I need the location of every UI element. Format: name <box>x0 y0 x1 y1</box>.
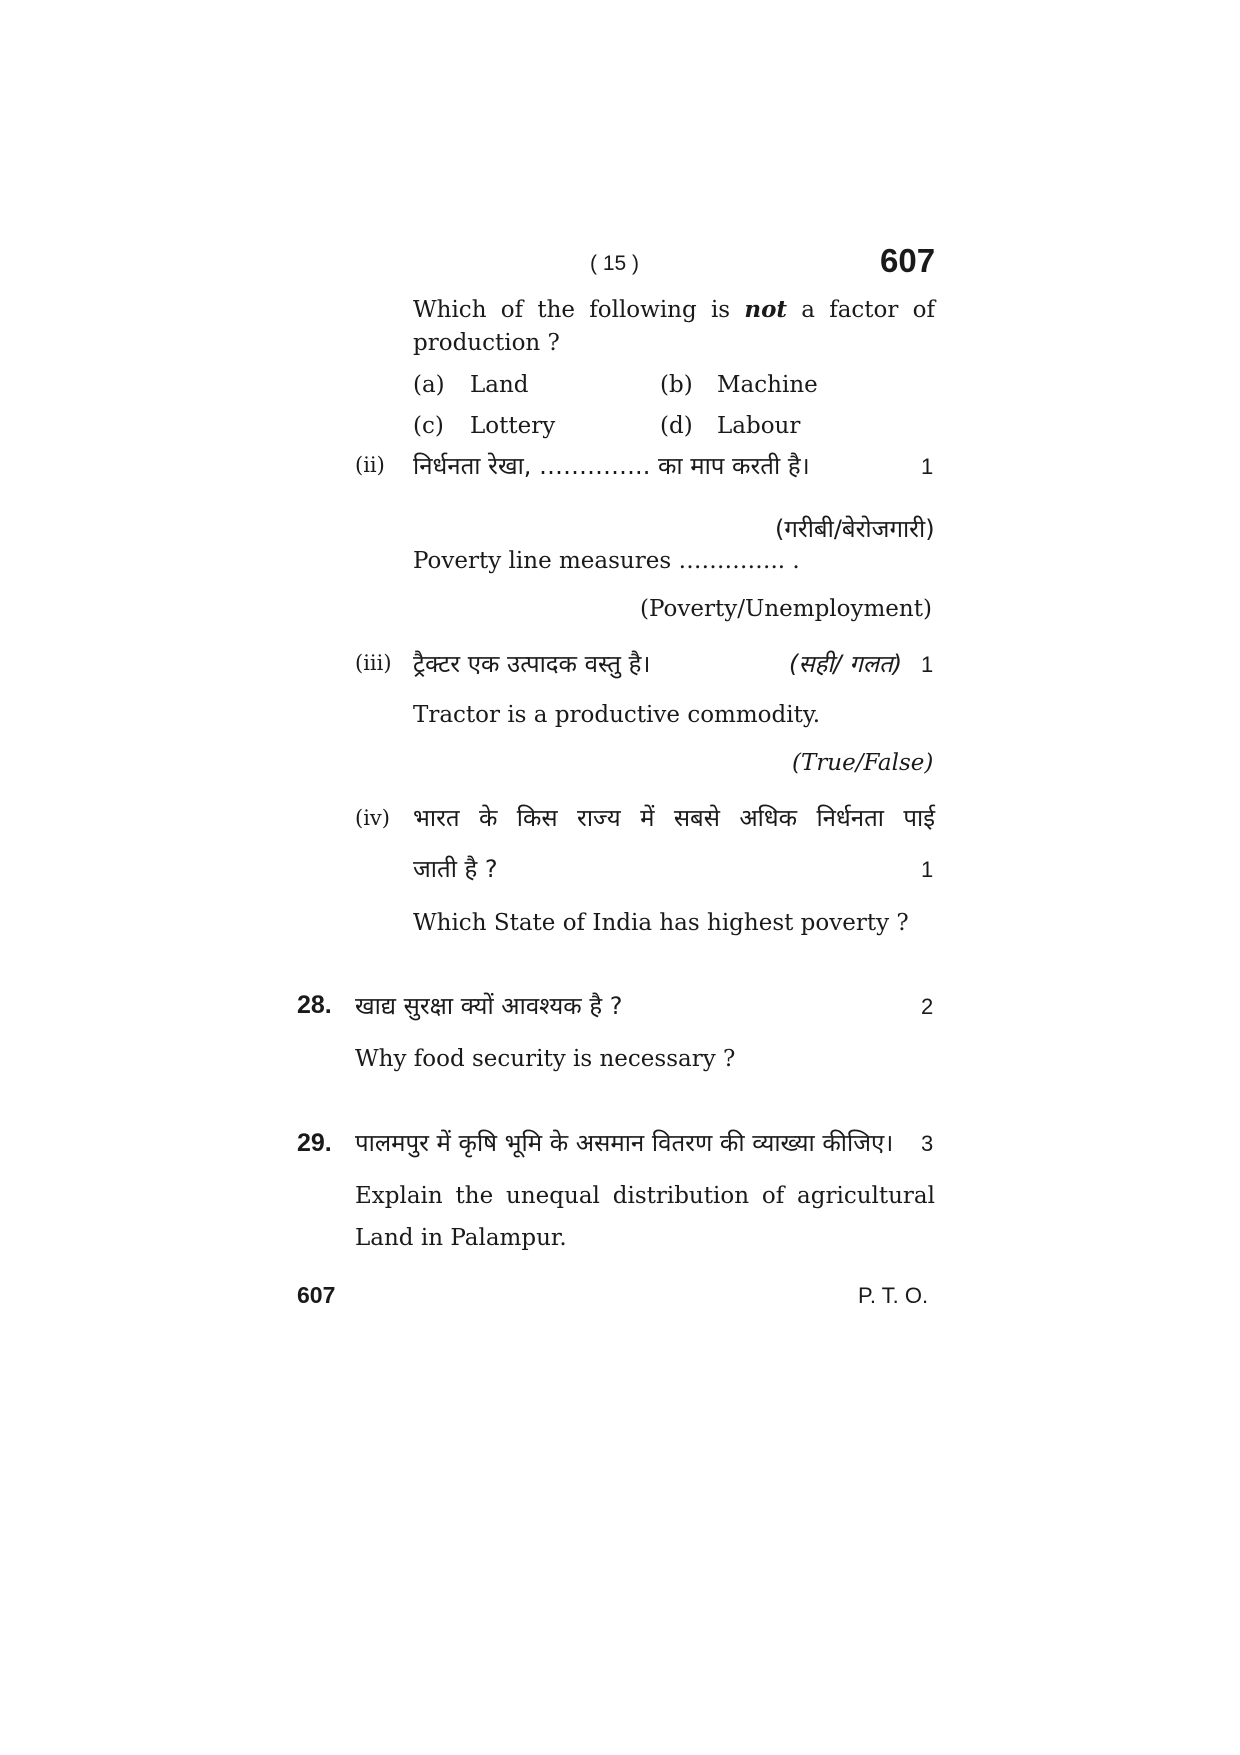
question-28-hindi: खाद्य सुरक्षा क्यों आवश्यक है ? <box>355 992 623 1020</box>
footer-paper-code: 607 <box>297 1282 336 1308</box>
question-ii-marks: 1 <box>921 454 934 479</box>
option-a-text: Land <box>470 372 529 398</box>
emphasis-not: not <box>744 296 788 323</box>
question-ii-english-choice: (Poverty/Unemployment) <box>640 596 932 622</box>
option-d-text: Labour <box>717 413 801 439</box>
question-iv-number: (iv) <box>355 806 390 830</box>
question-ii-number: (ii) <box>355 453 385 477</box>
question-29-number: 29. <box>297 1129 332 1157</box>
footer-pto: P. T. O. <box>858 1283 929 1308</box>
option-c-key: (c) <box>413 413 444 439</box>
question-29-english-line1: Explain the unequal distribution of agricultural <box>355 1183 935 1209</box>
page-number: ( 15 ) <box>590 252 640 275</box>
question-ii-english: Poverty line measures ………….. . <box>413 548 800 574</box>
question-iv-marks: 1 <box>921 857 934 882</box>
question-iii-hindi: ट्रैक्टर एक उत्पादक वस्तु है। <box>413 650 651 678</box>
option-c-text: Lottery <box>470 413 556 439</box>
question-29-hindi: पालमपुर में कृषि भूमि के असमान वितरण की व्याख्या कीजिए। <box>355 1129 894 1157</box>
question-i-text-line2: production ? <box>413 330 560 356</box>
question-ii-hindi-choice: (गरीबी/बेरोजगारी) <box>775 515 935 543</box>
option-b-text: Machine <box>717 372 818 398</box>
question-iv-hindi-line1: भारत के किस राज्य में सबसे अधिक निर्धनता पाई <box>413 804 935 832</box>
question-29-english-line2: Land in Palampur. <box>355 1225 567 1251</box>
option-d-key: (d) <box>660 413 693 439</box>
question-iii-marks: 1 <box>921 652 934 677</box>
question-iv-hindi-line2: जाती है ? <box>413 855 498 883</box>
question-iii-hindi-choice: (सही/ गलत) <box>789 650 903 678</box>
question-29-marks: 3 <box>921 1131 934 1156</box>
question-iv-english: Which State of India has highest poverty ? <box>413 910 909 936</box>
question-iii-english: Tractor is a productive commodity. <box>413 702 821 728</box>
question-28-marks: 2 <box>921 994 934 1019</box>
option-a-key: (a) <box>413 372 445 398</box>
option-b-key: (b) <box>660 372 693 398</box>
question-ii-hindi: निर्धनता रेखा, ………….. का माप करती है। <box>413 452 810 480</box>
question-i-text: Which of the following is not a factor of <box>413 296 935 323</box>
question-iii-english-choice: (True/False) <box>792 750 934 776</box>
question-28-number: 28. <box>297 991 332 1019</box>
paper-code: 607 <box>880 242 936 279</box>
question-28-english: Why food security is necessary ? <box>355 1046 736 1072</box>
question-iii-number: (iii) <box>355 651 392 675</box>
